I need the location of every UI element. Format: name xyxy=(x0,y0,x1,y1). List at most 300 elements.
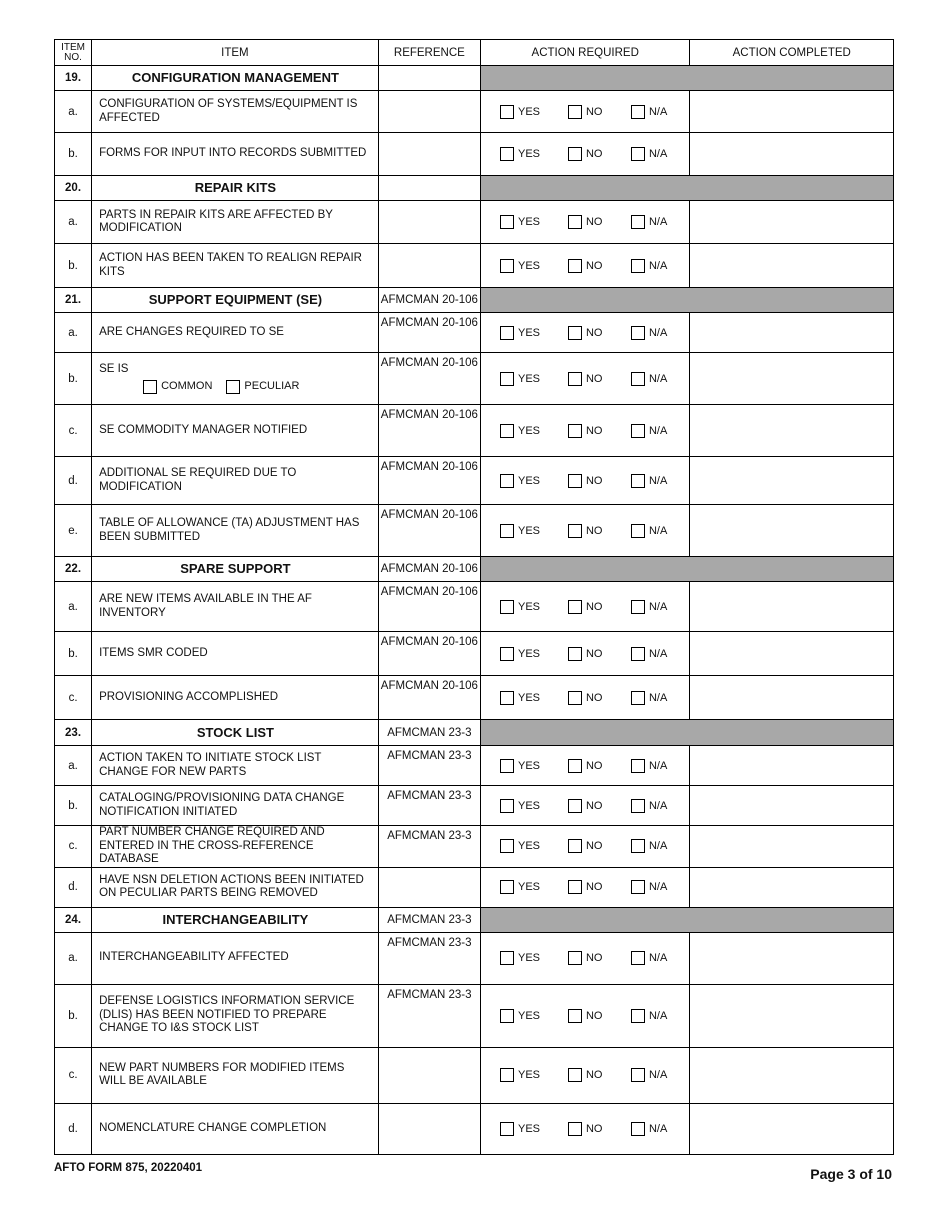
item-letter: a. xyxy=(55,91,92,133)
na-label: N/A xyxy=(648,881,668,893)
item-letter: a. xyxy=(55,582,92,632)
item-description: ADDITIONAL SE REQUIRED DUE TO MODIFICATION xyxy=(99,467,297,493)
no-label: NO xyxy=(585,759,603,772)
yes-checkbox[interactable] xyxy=(500,105,514,119)
action-completed-field[interactable] xyxy=(690,582,894,632)
no-label: NO xyxy=(585,647,603,660)
item-row xyxy=(55,1047,894,1103)
option-yes xyxy=(500,951,568,965)
item-description: SE COMMODITY MANAGER NOTIFIED xyxy=(99,423,308,436)
yes-label: YES xyxy=(517,1122,540,1135)
item-description-cell xyxy=(92,1047,379,1103)
option-no xyxy=(568,215,631,229)
item-row xyxy=(55,786,894,826)
action-completed-field[interactable] xyxy=(690,786,894,826)
no-label: NO xyxy=(585,840,603,853)
item-row xyxy=(55,746,894,786)
yes-label: YES xyxy=(517,647,540,660)
section-shaded-cell xyxy=(480,720,893,746)
action-options xyxy=(481,1068,689,1082)
item-description: FORMS FOR INPUT INTO RECORDS SUBMITTED xyxy=(99,147,367,160)
no-checkbox[interactable] xyxy=(568,424,582,438)
item-row xyxy=(55,313,894,353)
action-required-cell xyxy=(480,1103,689,1154)
no-checkbox[interactable] xyxy=(568,600,582,614)
yes-checkbox[interactable] xyxy=(500,799,514,813)
na-checkbox[interactable] xyxy=(631,105,645,119)
no-label: NO xyxy=(585,691,603,704)
option-yes xyxy=(500,105,568,119)
item-letter: d. xyxy=(55,1103,92,1154)
yes-checkbox[interactable] xyxy=(500,759,514,773)
item-letter: b. xyxy=(55,133,92,176)
option-yes xyxy=(500,372,568,386)
yes-label: YES xyxy=(517,474,540,487)
option-no xyxy=(568,372,631,386)
item-letter: a. xyxy=(55,201,92,244)
option-no xyxy=(568,600,631,614)
item-description: ACTION TAKEN TO INITIATE STOCK LIST CHANGE FOR NEW PARTS xyxy=(99,752,322,778)
item-reference: AFMCMAN 20-106 xyxy=(378,457,480,505)
section-reference: AFMCMAN 23-3 xyxy=(378,907,480,932)
action-options xyxy=(481,424,689,438)
option-na xyxy=(631,372,667,386)
section-number: 23. xyxy=(55,720,92,746)
header-action-required: ACTION REQUIRED xyxy=(480,40,689,66)
item-row xyxy=(55,201,894,244)
yes-checkbox[interactable] xyxy=(500,600,514,614)
yes-label: YES xyxy=(517,799,540,812)
option-no xyxy=(568,951,631,965)
yes-checkbox[interactable] xyxy=(500,215,514,229)
option-yes xyxy=(500,647,568,661)
action-required-cell xyxy=(480,244,689,288)
yes-checkbox[interactable] xyxy=(500,524,514,538)
no-checkbox[interactable] xyxy=(568,1122,582,1136)
item-row xyxy=(55,405,894,457)
na-checkbox[interactable] xyxy=(631,951,645,965)
item-reference: AFMCMAN 20-106 xyxy=(378,505,480,557)
yes-checkbox[interactable] xyxy=(500,647,514,661)
action-required-cell xyxy=(480,313,689,353)
no-label: NO xyxy=(585,148,603,160)
na-checkbox[interactable] xyxy=(631,372,645,386)
action-completed-field[interactable] xyxy=(690,353,894,405)
option-yes xyxy=(500,1122,568,1136)
item-description-cell xyxy=(92,746,379,786)
item-row xyxy=(55,244,894,288)
item-row xyxy=(55,582,894,632)
na-label: N/A xyxy=(648,691,668,704)
section-reference: AFMCMAN 20-106 xyxy=(378,557,480,582)
na-label: N/A xyxy=(648,759,668,772)
section-number: 22. xyxy=(55,557,92,582)
no-checkbox[interactable] xyxy=(568,799,582,813)
action-options xyxy=(481,1009,689,1023)
na-label: N/A xyxy=(648,372,668,385)
no-label: NO xyxy=(585,524,603,537)
option-na xyxy=(631,647,667,661)
action-required-cell xyxy=(480,786,689,826)
item-row xyxy=(55,632,894,676)
item-letter: c. xyxy=(55,405,92,457)
action-completed-field[interactable] xyxy=(690,676,894,720)
item-description: NEW PART NUMBERS FOR MODIFIED ITEMS WILL BE AVAILABLE xyxy=(99,1061,345,1087)
option-na xyxy=(631,691,667,705)
na-checkbox[interactable] xyxy=(631,326,645,340)
no-checkbox[interactable] xyxy=(568,1068,582,1082)
item-description-cell xyxy=(92,932,379,984)
item-description-cell xyxy=(92,91,379,133)
na-checkbox[interactable] xyxy=(631,1122,645,1136)
yes-checkbox[interactable] xyxy=(500,839,514,853)
item-row xyxy=(55,826,894,868)
item-description: ARE CHANGES REQUIRED TO SE xyxy=(99,325,284,338)
option-no xyxy=(568,524,631,538)
item-reference xyxy=(378,244,480,288)
action-completed-field[interactable] xyxy=(690,457,894,505)
option-no xyxy=(568,1068,631,1082)
option-yes xyxy=(500,691,568,705)
item-description-cell xyxy=(92,582,379,632)
section-row xyxy=(55,557,894,582)
action-completed-field[interactable] xyxy=(690,201,894,244)
na-checkbox[interactable] xyxy=(631,759,645,773)
item-description-cell xyxy=(92,353,379,405)
action-required-cell xyxy=(480,91,689,133)
option-yes xyxy=(500,326,568,340)
option-no xyxy=(568,474,631,488)
item-letter: d. xyxy=(55,867,92,907)
action-required-cell xyxy=(480,201,689,244)
item-letter: b. xyxy=(55,353,92,405)
item-description-cell xyxy=(92,632,379,676)
option-no xyxy=(568,259,631,273)
item-reference xyxy=(378,133,480,176)
no-checkbox[interactable] xyxy=(568,326,582,340)
item-row xyxy=(55,932,894,984)
no-checkbox[interactable] xyxy=(568,474,582,488)
no-label: NO xyxy=(585,952,603,964)
yes-checkbox[interactable] xyxy=(500,1068,514,1082)
option-na xyxy=(631,759,667,773)
header-reference: REFERENCE xyxy=(378,40,480,66)
action-completed-field[interactable] xyxy=(690,826,894,868)
section-reference: AFMCMAN 23-3 xyxy=(378,720,480,746)
no-label: NO xyxy=(585,1122,603,1135)
item-description-cell xyxy=(92,505,379,557)
section-title: INTERCHANGEABILITY xyxy=(92,907,379,932)
item-description-cell xyxy=(92,405,379,457)
yes-label: YES xyxy=(517,216,540,228)
no-label: NO xyxy=(585,799,603,812)
no-label: NO xyxy=(585,424,603,437)
item-row xyxy=(55,984,894,1047)
section-row xyxy=(55,720,894,746)
action-completed-field[interactable] xyxy=(690,632,894,676)
no-label: NO xyxy=(585,600,603,613)
option-na xyxy=(631,799,667,813)
action-required-cell xyxy=(480,582,689,632)
no-checkbox[interactable] xyxy=(568,759,582,773)
na-checkbox[interactable] xyxy=(631,799,645,813)
na-label: N/A xyxy=(648,105,668,118)
action-completed-field[interactable] xyxy=(690,984,894,1047)
action-options xyxy=(481,105,689,119)
no-label: NO xyxy=(585,105,603,118)
item-reference: AFMCMAN 20-106 xyxy=(378,405,480,457)
section-shaded-cell xyxy=(480,176,893,201)
action-completed-field[interactable] xyxy=(690,1103,894,1154)
na-checkbox[interactable] xyxy=(631,1009,645,1023)
no-checkbox[interactable] xyxy=(568,647,582,661)
option-no xyxy=(568,799,631,813)
na-checkbox[interactable] xyxy=(631,215,645,229)
page-number: Page 3 of 10 xyxy=(810,1166,892,1182)
no-label: NO xyxy=(585,474,603,487)
yes-checkbox[interactable] xyxy=(500,1122,514,1136)
yes-label: YES xyxy=(517,840,540,853)
yes-checkbox[interactable] xyxy=(500,424,514,438)
action-completed-field[interactable] xyxy=(690,133,894,176)
item-description: SE IS xyxy=(99,363,129,376)
item-description-cell xyxy=(92,867,379,907)
item-description-cell xyxy=(92,313,379,353)
item-description-cell xyxy=(92,984,379,1047)
item-letter: a. xyxy=(55,932,92,984)
item-reference: AFMCMAN 20-106 xyxy=(378,632,480,676)
na-label: N/A xyxy=(648,326,668,339)
yes-checkbox[interactable] xyxy=(500,372,514,386)
action-completed-field[interactable] xyxy=(690,505,894,557)
item-letter: b. xyxy=(55,786,92,826)
na-checkbox[interactable] xyxy=(631,880,645,894)
common-label: COMMON xyxy=(161,380,213,392)
option-no xyxy=(568,1122,631,1136)
yes-label: YES xyxy=(517,759,540,772)
na-label: N/A xyxy=(648,1009,668,1022)
action-completed-field[interactable] xyxy=(690,244,894,288)
item-description: ACTION HAS BEEN TAKEN TO REALIGN REPAIR KITS xyxy=(99,252,362,278)
yes-checkbox[interactable] xyxy=(500,1009,514,1023)
na-label: N/A xyxy=(648,952,668,964)
na-checkbox[interactable] xyxy=(631,474,645,488)
action-completed-field[interactable] xyxy=(690,746,894,786)
option-no xyxy=(568,839,631,853)
common-checkbox[interactable] xyxy=(143,380,157,394)
na-label: N/A xyxy=(648,424,668,437)
option-yes xyxy=(500,600,568,614)
na-label: N/A xyxy=(648,474,668,487)
action-required-cell xyxy=(480,867,689,907)
item-letter: c. xyxy=(55,676,92,720)
na-label: N/A xyxy=(648,840,668,853)
na-label: N/A xyxy=(648,1122,668,1135)
item-row xyxy=(55,457,894,505)
option-yes xyxy=(500,1068,568,1082)
option-yes xyxy=(500,524,568,538)
no-checkbox[interactable] xyxy=(568,215,582,229)
item-letter: b. xyxy=(55,984,92,1047)
action-completed-field[interactable] xyxy=(690,91,894,133)
option-na xyxy=(631,880,667,894)
header-item-no: ITEM NO. xyxy=(55,40,92,66)
yes-label: YES xyxy=(517,372,540,385)
item-reference: AFMCMAN 23-3 xyxy=(378,932,480,984)
yes-checkbox[interactable] xyxy=(500,880,514,894)
option-no xyxy=(568,1009,631,1023)
item-reference: AFMCMAN 23-3 xyxy=(378,826,480,868)
item-description-cell xyxy=(92,786,379,826)
yes-label: YES xyxy=(517,148,540,160)
no-label: NO xyxy=(585,881,603,893)
no-checkbox[interactable] xyxy=(568,105,582,119)
na-checkbox[interactable] xyxy=(631,647,645,661)
item-reference: AFMCMAN 23-3 xyxy=(378,984,480,1047)
section-row xyxy=(55,907,894,932)
action-required-cell xyxy=(480,1047,689,1103)
na-checkbox[interactable] xyxy=(631,259,645,273)
na-checkbox[interactable] xyxy=(631,691,645,705)
action-completed-field[interactable] xyxy=(690,1047,894,1103)
option-no xyxy=(568,326,631,340)
no-label: NO xyxy=(585,372,603,385)
action-completed-field[interactable] xyxy=(690,932,894,984)
no-checkbox[interactable] xyxy=(568,259,582,273)
item-reference: AFMCMAN 23-3 xyxy=(378,786,480,826)
item-description: PARTS IN REPAIR KITS ARE AFFECTED BY MODIFICATION xyxy=(99,208,333,234)
section-row xyxy=(55,176,894,201)
yes-checkbox[interactable] xyxy=(500,259,514,273)
option-na xyxy=(631,326,667,340)
option-na xyxy=(631,1068,667,1082)
item-description-cell xyxy=(92,457,379,505)
section-title: SPARE SUPPORT xyxy=(92,557,379,582)
option-yes xyxy=(500,799,568,813)
section-shaded-cell xyxy=(480,66,893,91)
item-description: TABLE OF ALLOWANCE (TA) ADJUSTMENT HAS BEEN SUBMITTED xyxy=(99,517,360,543)
yes-checkbox[interactable] xyxy=(500,691,514,705)
option-no xyxy=(568,105,631,119)
no-checkbox[interactable] xyxy=(568,524,582,538)
na-checkbox[interactable] xyxy=(631,1068,645,1082)
na-label: N/A xyxy=(648,259,668,272)
action-options xyxy=(481,647,689,661)
item-row xyxy=(55,505,894,557)
no-checkbox[interactable] xyxy=(568,691,582,705)
section-reference xyxy=(378,66,480,91)
section-row xyxy=(55,288,894,313)
option-no xyxy=(568,147,631,161)
section-title: STOCK LIST xyxy=(92,720,379,746)
action-options xyxy=(481,215,689,229)
option-yes xyxy=(500,147,568,161)
no-checkbox[interactable] xyxy=(568,880,582,894)
item-description: CONFIGURATION OF SYSTEMS/EQUIPMENT IS AFFECTED xyxy=(99,98,358,124)
action-completed-field[interactable] xyxy=(690,867,894,907)
option-na xyxy=(631,259,667,273)
section-number: 21. xyxy=(55,288,92,313)
option-no xyxy=(568,691,631,705)
yes-checkbox[interactable] xyxy=(500,474,514,488)
item-description: ITEMS SMR CODED xyxy=(99,646,208,659)
item-reference xyxy=(378,91,480,133)
section-title: CONFIGURATION MANAGEMENT xyxy=(92,66,379,91)
na-checkbox[interactable] xyxy=(631,524,645,538)
action-options xyxy=(481,600,689,614)
item-letter: a. xyxy=(55,746,92,786)
option-yes xyxy=(500,424,568,438)
yes-checkbox[interactable] xyxy=(500,326,514,340)
section-reference: AFMCMAN 20-106 xyxy=(378,288,480,313)
item-row xyxy=(55,91,894,133)
item-letter: c. xyxy=(55,826,92,868)
no-label: NO xyxy=(585,216,603,228)
item-description: PART NUMBER CHANGE REQUIRED AND ENTERED IN THE CROSS-REFERENCE DATABASE xyxy=(99,826,325,865)
yes-checkbox[interactable] xyxy=(500,951,514,965)
action-required-cell xyxy=(480,353,689,405)
section-reference xyxy=(378,176,480,201)
action-options xyxy=(481,839,689,853)
item-reference xyxy=(378,1103,480,1154)
action-options xyxy=(481,372,689,386)
item-description-cell xyxy=(92,676,379,720)
option-na xyxy=(631,839,667,853)
na-checkbox[interactable] xyxy=(631,424,645,438)
action-options xyxy=(481,147,689,161)
action-options xyxy=(481,951,689,965)
peculiar-checkbox[interactable] xyxy=(226,380,240,394)
no-checkbox[interactable] xyxy=(568,147,582,161)
section-row xyxy=(55,66,894,91)
yes-checkbox[interactable] xyxy=(500,147,514,161)
action-completed-field[interactable] xyxy=(690,313,894,353)
item-description-cell xyxy=(92,133,379,176)
section-number: 19. xyxy=(55,66,92,91)
no-checkbox[interactable] xyxy=(568,839,582,853)
option-na xyxy=(631,1009,667,1023)
yes-label: YES xyxy=(517,952,540,964)
action-completed-field[interactable] xyxy=(690,405,894,457)
option-yes xyxy=(500,759,568,773)
option-na xyxy=(631,951,667,965)
na-checkbox[interactable] xyxy=(631,839,645,853)
option-na xyxy=(631,1122,667,1136)
item-reference: AFMCMAN 20-106 xyxy=(378,676,480,720)
item-row xyxy=(55,353,894,405)
item-description: ARE NEW ITEMS AVAILABLE IN THE AF INVENTORY xyxy=(99,593,312,619)
na-checkbox[interactable] xyxy=(631,600,645,614)
option-yes xyxy=(500,259,568,273)
action-options xyxy=(481,1122,689,1136)
se-type-option xyxy=(226,380,299,394)
action-options xyxy=(481,474,689,488)
no-checkbox[interactable] xyxy=(568,1009,582,1023)
item-description: DEFENSE LOGISTICS INFORMATION SERVICE (DLIS) HAS BEEN NOTIFIED TO PREPARE CHANGE TO I&S STOCK LIST xyxy=(99,995,355,1035)
option-yes xyxy=(500,880,568,894)
no-checkbox[interactable] xyxy=(568,372,582,386)
option-yes xyxy=(500,215,568,229)
yes-label: YES xyxy=(517,691,540,704)
item-letter: d. xyxy=(55,457,92,505)
action-required-cell xyxy=(480,457,689,505)
option-na xyxy=(631,215,667,229)
no-checkbox[interactable] xyxy=(568,951,582,965)
action-required-cell xyxy=(480,984,689,1047)
item-letter: c. xyxy=(55,1047,92,1103)
na-checkbox[interactable] xyxy=(631,147,645,161)
item-description-cell xyxy=(92,201,379,244)
